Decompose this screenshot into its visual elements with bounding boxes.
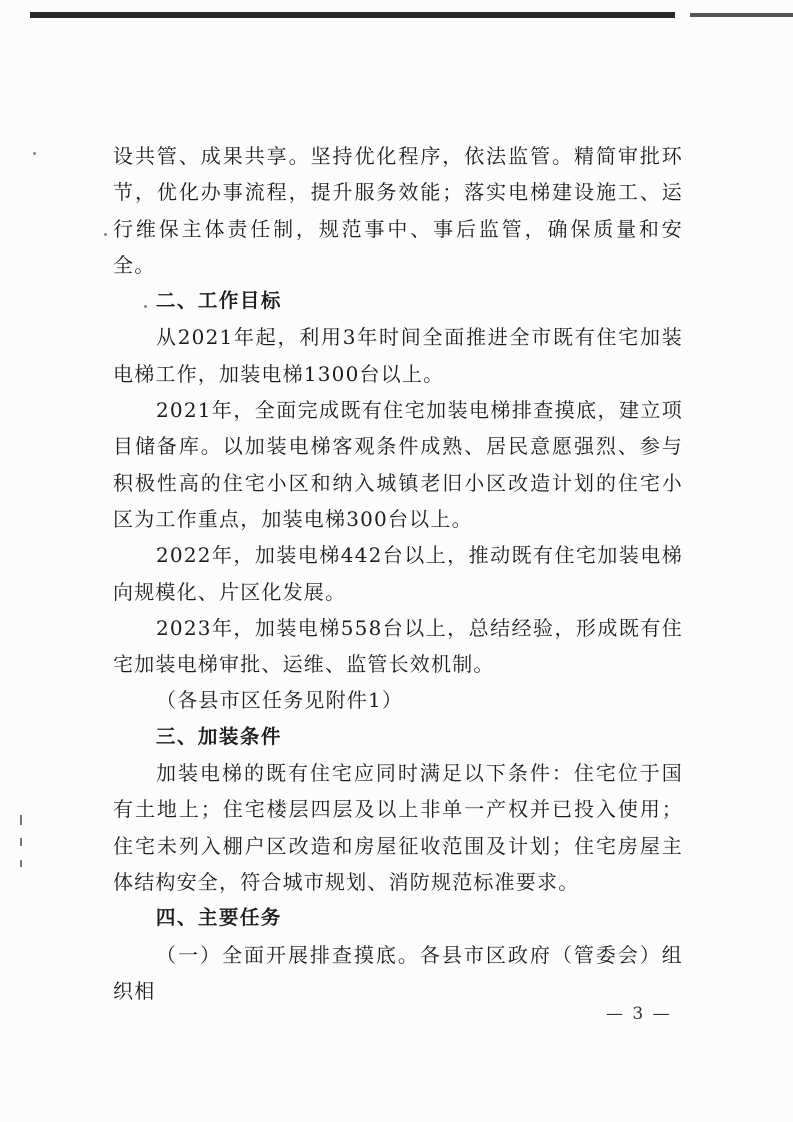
page-number: — 3 — [606, 1004, 672, 1024]
scan-edge-mark [20, 815, 22, 825]
body-paragraph: 设共管、成果共享。坚持优化程序，依法监管。精简审批环节，优化办事流程，提升服务效能；落实电梯建设施工、运行维保主体责任制，规范事中、事后监管，确保质量和安全。 [113, 144, 683, 277]
body-paragraph: 加装电梯的既有住宅应同时满足以下条件：住宅位于国有土地上；住宅楼层四层及以上非单一产权并已投入使用；住宅未列入棚户区改造和房屋征收范围及计划；住宅房屋主体结构安全，符合城市规划、消防规范标准要求。 [113, 761, 683, 894]
body-paragraph: 2023年，加装电梯558台以上，总结经验，形成既有住宅加装电梯审批、运维、监管长效机制。 [113, 615, 683, 677]
scan-speck [104, 233, 107, 236]
section-heading: 三、加装条件 [155, 724, 282, 748]
document-body [113, 138, 683, 1009]
body-paragraph: （各县市区任务见附件1） [156, 688, 404, 713]
top-scan-border [30, 12, 675, 18]
scan-speck [33, 152, 36, 155]
section-heading: 四、主要任务 [155, 906, 282, 930]
body-paragraph: 2021年，全面完成既有住宅加装电梯排查摸底，建立项目储备库。以加装电梯客观条件成熟、居民意愿强烈、参与积极性高的住宅小区和纳入城镇老旧小区改造计划的住宅小区为工作重点，加装电梯300台以上。 [113, 398, 683, 531]
body-paragraph: 从2021年起，利用3年时间全面推进全市既有住宅加装电梯工作，加装电梯1300台以上。 [113, 325, 683, 386]
scan-edge-mark [20, 860, 22, 867]
top-scan-border-right [690, 13, 793, 17]
scan-edge-mark [20, 838, 22, 846]
body-paragraph: （一）全面开展排查摸底。各县市区政府（管委会）组织相 [113, 942, 683, 1003]
section-heading: 二、工作目标 [155, 289, 282, 313]
body-paragraph: 2022年，加装电梯442台以上，推动既有住宅加装电梯向规模化、片区化发展。 [113, 543, 683, 604]
